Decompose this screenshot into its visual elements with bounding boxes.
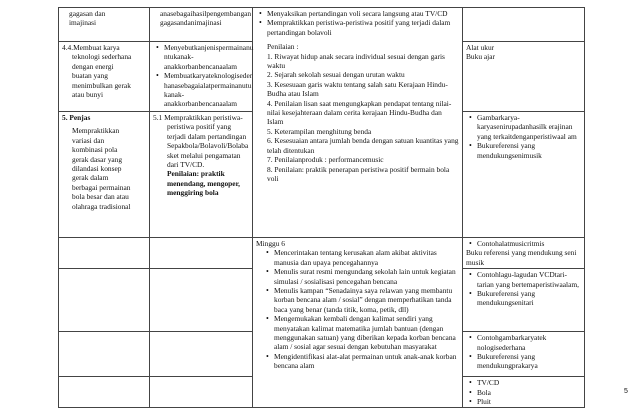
page-number: 5 — [624, 388, 628, 395]
list-item: 2. Sejarah sekolah sesuai dengan urutan waktu — [267, 70, 405, 80]
indicator-cell — [150, 269, 253, 332]
list-item: • Contohlagu-lagudan VCDtari-tarian yang bertemaperistiwaalam, — [477, 270, 581, 289]
lesson-plan-table — [58, 7, 585, 408]
list-item: • Menulis kampan “Senadainya saya relawan yang membantu korban bencana alam / sosial” dengan memperhatikan tanda baca yang benar (tanda titik, koma, petik, dll) — [274, 286, 459, 314]
cell-line: olahraga tradisional — [72, 201, 131, 211]
cell-line: terjadi dalam pertandingan — [167, 131, 247, 141]
cell-line: Buku referensi yang mendukung seni musik — [466, 248, 577, 267]
table-row — [59, 238, 585, 269]
competency-cell — [59, 8, 150, 42]
cell-line: gagasan dan — [69, 9, 106, 18]
list-item: • Contohalatmusicritmis — [477, 239, 581, 248]
list-item: • Menulis surat resmi mengundang sekolah lain untuk kegiatan simulasi / sosialisasi pencegahan bencana — [274, 267, 459, 286]
indicator-cell — [150, 238, 253, 269]
indicator-cell — [150, 8, 253, 42]
indicator-cell — [150, 377, 253, 408]
cell-line: bola besar dan atau — [72, 192, 129, 202]
activity-cell — [253, 8, 463, 238]
list-item: • Bukureferensi yang mendukungsenitari — [477, 289, 581, 308]
assessment-text: Penilaian: praktik menendang, mengoper, menggiring bola — [167, 169, 241, 198]
cell-title: 4.4.Membuat karya — [62, 43, 120, 52]
list-item: 8. Penilaian: praktik penerapan peristiwa positif bermain bola voli — [267, 164, 450, 183]
competency-cell — [59, 377, 150, 408]
competency-cell — [59, 332, 150, 377]
list-item: • Mengidentifikasi alat-alat permainan untuk anak-anak korban bencana alam — [274, 352, 459, 371]
list-item: 1. Riwayat hidup anak secara individual sesuai dengan garis waktu — [267, 51, 445, 71]
cell-line: Sepakbola/Bolavoli/Bolaba — [167, 141, 249, 151]
cell-line: anasebagaihasilpengembangan — [160, 9, 252, 18]
cell-title: 5.1 Mempraktikkan peristiwa- — [153, 113, 243, 122]
cell-line: gagasandanimajinasi — [160, 18, 222, 28]
list-item: • Contohgambarkaryatek nologisederhana — [477, 333, 581, 352]
cell-line: gerak dasar yang — [72, 154, 123, 164]
cell-line: dengan energi — [72, 61, 114, 71]
cell-line: teknologi sederhana — [72, 52, 132, 62]
list-item: 4. Penilaian lisan saat mengungkapkan pendapat tentang nilai-nilai kesejahteraan dalam cerita kerajaan Hindu-Budha dan Islam — [267, 98, 452, 127]
list-item: • Membuatkaryateknologiseder hanasebagaialatpermainanutu kanak-anakkorbanbencanaalam — [164, 71, 249, 109]
list-item: • Gambarkarya-karyasenirupadanhasilk erajinan yang terkaitdenganperistiwaal am — [477, 113, 581, 141]
media-cell — [463, 269, 585, 332]
indicator-cell — [150, 42, 253, 112]
list-item: • Mempraktikkan peristiwa-peristiwa positif yang terjadi dalam pertandingan bolavoli — [267, 18, 459, 37]
cell-line: variasi dan — [72, 135, 105, 145]
table-row — [59, 8, 585, 42]
competency-cell — [59, 42, 150, 112]
cell-line: Alat ukur — [466, 43, 495, 52]
list-item: • TV/CD — [477, 378, 581, 387]
media-cell — [463, 377, 585, 408]
list-item: 5. Keterampilan menghitung benda — [267, 126, 372, 136]
media-cell — [463, 112, 585, 238]
indicator-cell — [150, 112, 253, 238]
cell-line: Buku ajar — [466, 52, 495, 62]
list-item: • Bukureferensi yang mendukungprakarya — [477, 352, 581, 371]
list-item: 3. Kesesuaan garis waktu tentang salah satu Kerajaan Hindu-Budha atau Islam — [267, 79, 448, 99]
media-cell — [463, 332, 585, 377]
assessment-heading: Penilaian : — [267, 42, 299, 52]
cell-line: peristiwa positif yang — [167, 122, 232, 132]
list-item: • Bola — [477, 388, 581, 397]
list-item: • Bukureferensi yang mendukungsenimusik — [477, 141, 581, 160]
competency-cell — [59, 112, 150, 238]
cell-line: dilandasi konsep — [72, 164, 122, 174]
competency-cell — [59, 238, 150, 269]
cell-line: Mempraktikkan — [72, 126, 120, 136]
indicator-cell — [150, 332, 253, 377]
cell-line: dari TV/CD. — [167, 160, 205, 170]
cell-title: 5. Penjas — [62, 113, 91, 122]
list-item: • Pluit — [477, 397, 581, 406]
cell-line: menimbulkan gerak — [72, 80, 131, 90]
media-cell — [463, 42, 585, 112]
competency-cell — [59, 269, 150, 332]
list-item: • Mencerintakan tentang kerusakan alam akibat aktivitas manusia dan upaya pencegahannya — [274, 248, 459, 267]
cell-line: atau bunyi — [72, 90, 103, 100]
cell-line: buatan yang — [72, 71, 108, 81]
list-item: 6. Kesesuaian antara jumlah benda dengan satuan kuantitas yang telah ditentukan — [267, 136, 459, 155]
media-cell — [463, 238, 585, 269]
cell-line: gerak dalam — [72, 173, 109, 183]
cell-line: kombinasi pola — [72, 145, 118, 155]
cell-line: sket melalui pengamatan — [167, 150, 241, 160]
media-cell — [463, 8, 585, 42]
week-heading: Minggu 6 — [256, 239, 285, 248]
list-item: 7. Penilaianproduk : performancemusic — [267, 155, 384, 165]
cell-line: berbagai permainan — [72, 182, 131, 192]
list-item: • Menyebutkanjenispermainanu ntukanak-anakkorbanbencanaalam — [164, 43, 249, 71]
activity-cell — [253, 238, 463, 408]
list-item: • Mengemukakan kembali dengan kalimat sendiri yang menyatakan kalimat matematika jumlah bantuan (dengan menggunakan satuan) yang diberikan kepada korban bencana alam / sosial agar sesuai dengan kebutuhan masyarakat — [274, 314, 459, 352]
list-item: • Menyaksikan pertandingan voli secara langsung atau TV/CD — [267, 9, 459, 18]
cell-line: imajinasi — [69, 18, 97, 28]
